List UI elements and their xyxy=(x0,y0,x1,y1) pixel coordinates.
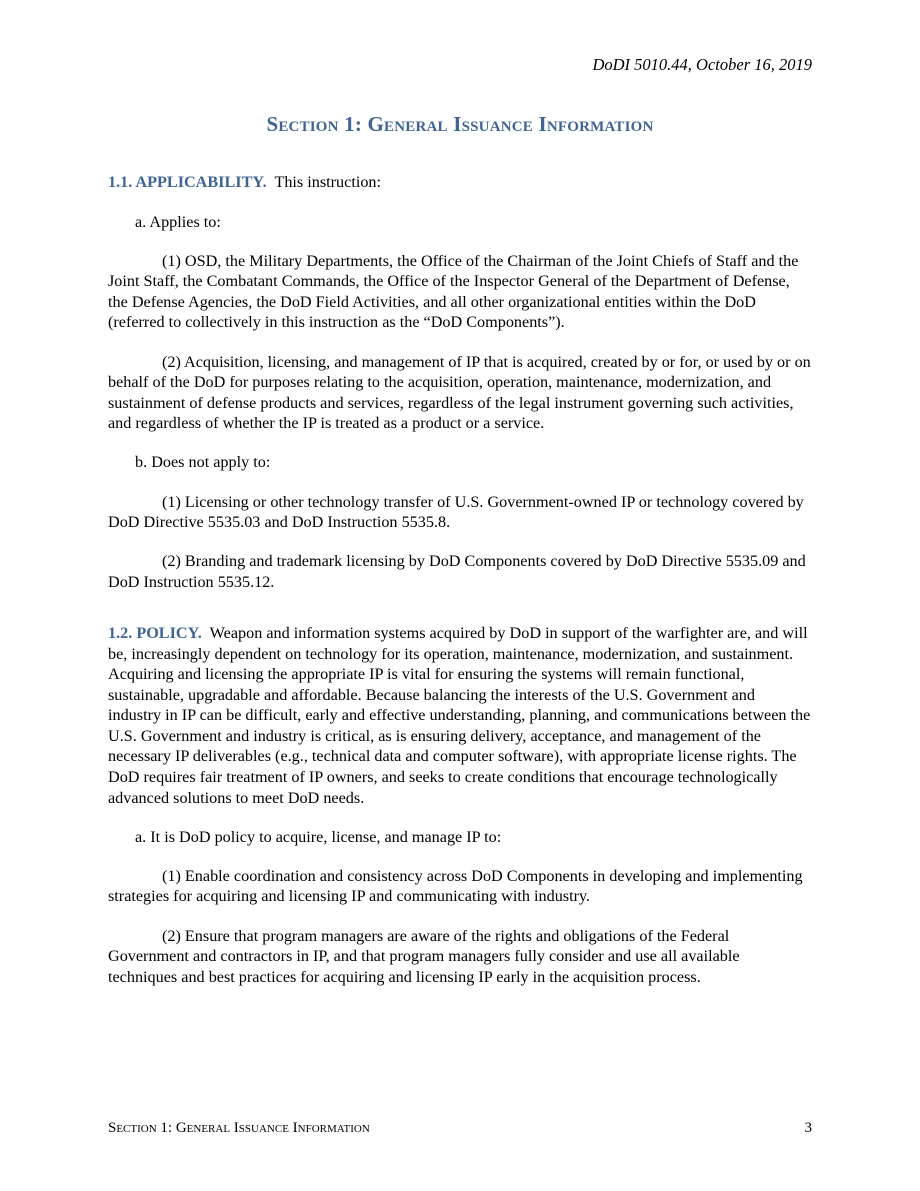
paragraph-1-1-a: a. Applies to: xyxy=(135,212,221,231)
section-title: Section 1: General Issuance Information xyxy=(266,112,654,136)
page-number: 3 xyxy=(804,1120,812,1136)
paragraph-1-1-b: b. Does not apply to: xyxy=(135,453,271,472)
paragraph-1-1 xyxy=(108,172,812,193)
running-head: DoDI 5010.44, October 16, 2019 xyxy=(592,55,812,74)
paragraph-1-1-a-2: (2) Acquisition, licensing, and management of IP that is acquired, created by or for, or used by or on behalf of the DoD for purposes relating to the acquisition, operation, maintenance, modernization, and sustainment of defense products and services, regardless of the legal instrument governing such activities, and regardless of whether the IP is treated as a product or a service. xyxy=(108,352,811,433)
paragraph-1-2-a-1: (1) Enable coordination and consistency across DoD Components in developing and implementing strategies for acquiring and licensing IP and communicating with industry. xyxy=(108,866,803,906)
policy-intro: Weapon and information systems acquired by DoD in support of the warfighter are, and will be, increasingly dependent on technology for its operation, maintenance, modernization, and sustainment. Acquiring and licensing the appropriate IP is vital for ensuring the systems will remain functional, sustainable, upgradable and affordable. Because balancing the interests of the U.S. Government and industry in IP can be difficult, early and effective understanding, planning, and communications between the U.S. Government and industry is critical, as is ensuring delivery, acceptance, and management of the necessary IP deliverables (e.g., technical data and computer software), with appropriate license rights. The DoD requires fair treatment of IP owners, and seeks to create conditions that encourage technologically advanced solutions to meet DoD needs. xyxy=(108,623,811,807)
paragraph-1-1-b-1: (1) Licensing or other technology transfer of U.S. Government-owned IP or technology covered by DoD Directive 5535.03 and DoD Instruction 5535.8. xyxy=(108,492,804,532)
paragraph-1-1-a-1: (1) OSD, the Military Departments, the Office of the Chairman of the Joint Chiefs of Staff and the Joint Staff, the Combatant Commands, the Office of the Inspector General of the Department of Defense, the Defense Agencies, the DoD Field Activities, and all other organizational entities within the DoD (referred to collectively in this instruction as the “DoD Components”). xyxy=(108,251,799,332)
applicability-intro: This instruction: xyxy=(274,173,381,191)
paragraph-1-2-a-2: (2) Ensure that program managers are aware of the rights and obligations of the Federal Government and contractors in IP, and that program managers fully consider and use all available techniques and best practices for acquiring and licensing IP early in the acquisition process. xyxy=(108,926,740,986)
paragraph-1-1-b-2: (2) Branding and trademark licensing by DoD Components covered by DoD Directive 5535.09 and DoD Instruction 5535.12. xyxy=(108,552,806,591)
heading-policy: 1.2. POLICY. xyxy=(108,623,202,642)
footer-section-label: Section 1: General Issuance Information xyxy=(108,1120,370,1136)
paragraph-1-2 xyxy=(108,623,812,808)
paragraph-1-2-a: a. It is DoD policy to acquire, license, and manage IP to: xyxy=(135,827,502,846)
document-body xyxy=(108,172,812,1006)
section-gap xyxy=(108,611,812,623)
heading-applicability: 1.1. APPLICABILITY. xyxy=(108,173,267,191)
